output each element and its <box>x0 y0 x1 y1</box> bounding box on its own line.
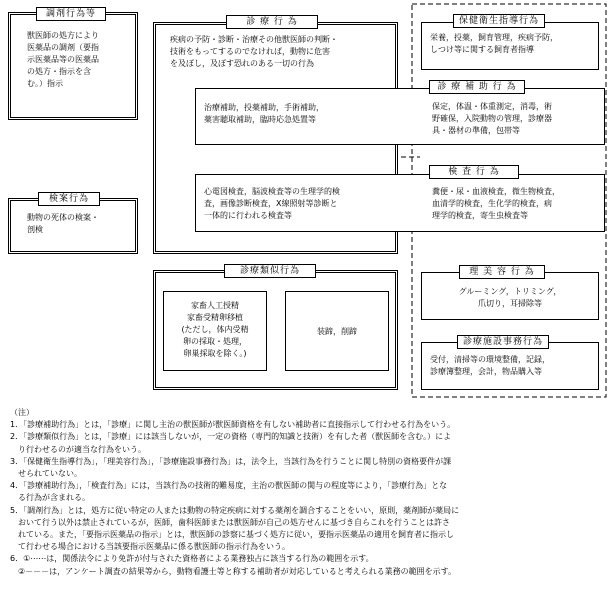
ruiji-title: 診療類似行為 <box>224 264 316 278</box>
biyo-body: グルーミング，トリミング， 爪切り，耳掃除等 <box>458 287 562 308</box>
ruiji-inner2-body: 装蹄，削蹄 <box>317 327 357 336</box>
note-6: 6．①⋯⋯は，関係法令により免許が付与された資格者による業務独占に該当する行為の範囲を示す。 ②－－－は，アンケート調査の結果等から，動物看護士等と称する補助者が対応していると考えられる業務の範囲を示す。 <box>10 554 457 576</box>
ruiji-inner1-body: 家畜人工授精 家畜受精卵移植 (ただし，体内受精 卵の採取・処理， 卵巣採取を除く。) <box>181 301 249 358</box>
kensa-body: 糞便・尿・血液検査，微生物検査， 血清学的検査，生化学的検査，病 理学的検査，寄生虫検査等 <box>432 187 560 220</box>
note-4: 4．「診療補助行為」，「検査行為」には，当該行為の技術的難易度，主治の獣医師の関与の程度等により，「診療行為」とな る行為が含まれる。 <box>10 481 448 503</box>
note-1: 1．「診療補助行為」とは，「診療」に関し主治の獣医師が獣医師資格を有しない補助者に直接指示して行わせる行為をいう。 <box>10 420 456 430</box>
shinryo-inner-kensa-body: 心電図検査，脳波検査等の生理学的検 査，画像診断検査，X線照射等診断と 一体的に行われる検査等 <box>204 187 340 220</box>
notes-section <box>10 407 606 578</box>
hojo-title: 診 療 補 助 行 為 <box>429 80 525 94</box>
hojo-body: 保定，体温・体重測定，消毒，術 野確保，入院動物の管理，診療器 具・器材の準備，包帯等 <box>432 102 552 135</box>
shisetsu-title: 診療施設事務行為 <box>457 335 549 349</box>
note-3: 3．「保健衛生指導行為」，「理美容行為」，「診療施設事務行為」は，法令上，当該行為を行うことに関し特別の資格要件が課 せられていない。 <box>10 456 452 479</box>
biyo-title: 理 美 容 行 為 <box>459 265 545 279</box>
chozai-body: 獣医師の処方により 医薬品の調剤（要指 示医薬品等の医薬品 の処方・指示を含 む。）指示 <box>27 31 99 88</box>
note-2: 2．「診療類似行為」とは，「診療」には該当しないが，一定の資格（専門的知識と技術）を有した者（獣医師を含む。）によ り行わせるのが適当な行為をいう。 <box>10 432 452 454</box>
note-5: 5．「調剤行為」とは，処方に従い特定の人または動物の特定疾病に対する薬剤を調合することをいい，原則，薬剤師が薬局に おいて行う以外は禁止されているが，医師，歯科医師または獣医師が自己の処方せんに基づき自らこれを行うことは許さ れている。また，「要指示医薬品の指示」とは，獣医師の診察に基づく処方に従い，要指示医薬品の適用を飼育者に指示し て行わせる場合における当該要指示医薬品に係る獣医師の指示行為をいう。 <box>10 505 460 552</box>
hoken-body: 栄養，投薬，飼育管理，疾病予防， しつけ等に関する飼育者指導 <box>430 33 558 54</box>
shinryo-body: 疾病の予防・診断・治療その他獣医師の判断・ 技術をもってするのでなければ，動物に危害 を及ぼし，及ぼす恐れのある一切の行為 <box>170 35 338 68</box>
notes-header: （注） <box>10 408 34 417</box>
chozai-title: 調剤行為等 <box>36 7 106 21</box>
shinryo-inner-hojo-body: 治療補助，投薬補助，手術補助， 薬害聴取補助，臨時応急処置等 <box>204 103 324 124</box>
shinryo-title: 診 療 行 為 <box>226 15 318 29</box>
hoken-title: 保健衛生指導行為 <box>453 14 545 28</box>
kenan-body: 動物の死体の検案・ 剖検 <box>27 213 99 234</box>
kensa-title: 検 査 行 為 <box>429 165 519 179</box>
kenan-title: 検案行為 <box>38 192 100 206</box>
shisetsu-body: 受付，清掃等の環境整備，記録， 診療簿整理，会計，物品購入等 <box>430 355 550 376</box>
